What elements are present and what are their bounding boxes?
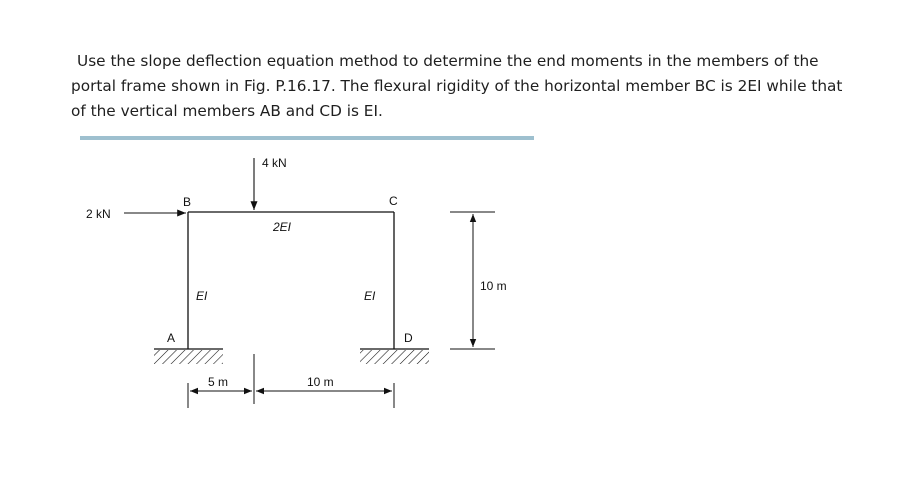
dimension-label-5m: 5 m [208, 375, 229, 389]
rigidity-label-cd: EI [364, 289, 376, 303]
node-label-b: B [183, 195, 192, 209]
support-d [360, 349, 429, 364]
node-label-a: A [167, 331, 176, 345]
node-label-c: C [389, 194, 398, 208]
rigidity-label-ab: EI [196, 289, 208, 303]
horizontal-load-label: 2 kN [86, 207, 111, 221]
dimension-label-10m-height: 10 m [480, 279, 507, 293]
vertical-load-label: 4 kN [262, 156, 287, 170]
problem-statement: Use the slope deflection equation method to determine the end moments in the members of the portal frame shown in Fig. P.16.17. The flexural rigidity of the horizontal member BC is 2EI while that of the vertical members AB and CD is EI. [71, 52, 843, 120]
rigidity-label-bc: 2EI [273, 220, 292, 234]
support-a [154, 349, 223, 364]
dimension-label-10m-span: 10 m [307, 375, 334, 389]
node-label-d: D [404, 331, 413, 345]
